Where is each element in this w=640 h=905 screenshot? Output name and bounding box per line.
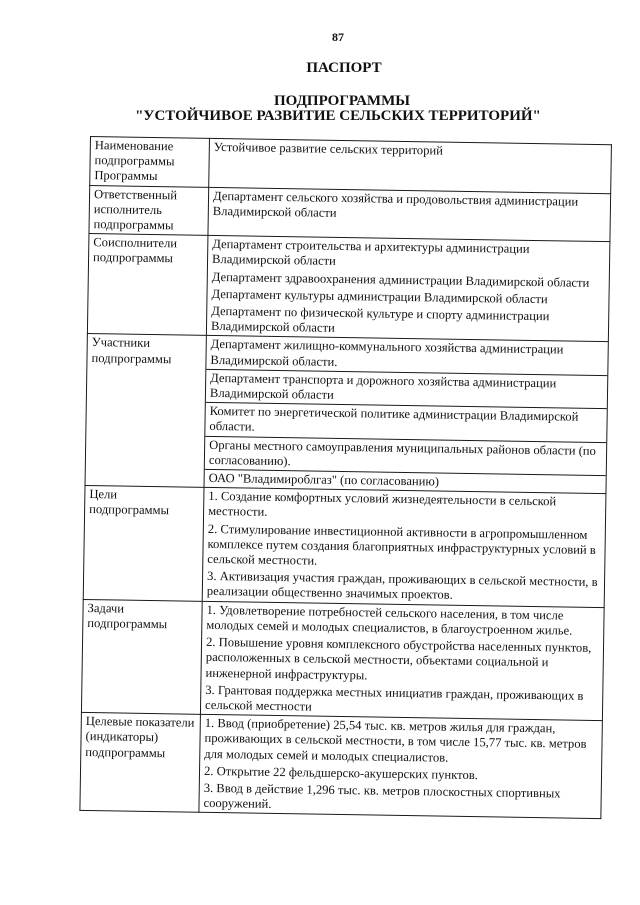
value-item: 1. Удовлетворение потребностей сельского населения, в том числе молодых семей и молодых специалистов, в благоустроенном жилье. [206, 602, 573, 638]
value-item: Департамент строительства и архитектуры администрации Владимирской области [211, 237, 530, 269]
page-number: 87 [332, 30, 344, 44]
value-item: Комитет по энергетической политике администрации Владимирской области. [205, 403, 606, 443]
passport-table [79, 136, 612, 819]
row-label: Целевые показатели (индикаторы) подпрограммы [80, 713, 201, 813]
row-value [208, 187, 611, 242]
row-label: Цели подпрограммы [83, 486, 204, 601]
table-row [81, 599, 604, 721]
value-item: 3. Грантовая поддержка местных инициатив граждан, проживающих в сельской местности [204, 682, 584, 714]
value-item: Департамент здравоохранения администрации Владимирской области [211, 269, 590, 290]
value-item: 2. Открытие 22 фельдшерско-акушерских пунктов. [203, 763, 479, 782]
table-row [90, 137, 612, 194]
row-label: Соисполнители подпрограммы [87, 234, 208, 336]
value-item: 1. Ввод (приобретение) 25,54 тыс. кв. метров жилья для граждан, проживающих в сельской местности, в том числе 15,77 тыс. кв. метров для молодых семей и молодых специалистов. [204, 715, 587, 765]
table-row [80, 713, 602, 819]
row-value [202, 488, 606, 608]
row-label: Задачи подпрограммы [81, 599, 202, 714]
value-item: 2. Стимулирование инвестиционной активности в агропромышленном комплексе путем создания благоприятных инфраструктурных условий в сельской местности. [207, 521, 596, 568]
value-item: Департамент сельского хозяйства и продовольствия администрации Владимирской области [212, 188, 579, 220]
row-value [199, 714, 602, 819]
value-item: 2. Повышение уровня комплексного обустройства населенных пунктов, расположенных в сельской местности, объектами социальной и инженерной инфраструктуры. [205, 634, 592, 682]
value-item: Органы местного самоуправления муниципальных районов области (по согласованию). [205, 437, 606, 477]
value-item: Департамент жилищно-коммунального хозяйства администрации Владимирской области. [206, 336, 607, 376]
value-item: Департамент культуры администрации Владимирской области [211, 286, 548, 307]
row-value [209, 138, 612, 193]
value-item: Устойчивое развитие сельских территорий [213, 139, 444, 158]
value-item: ОАО "Владимироблгаз" (по согласованию) [208, 470, 440, 489]
value-item: 3. Активизация участия граждан, проживающих в сельской местности, в реализации общественно значимых проектов. [206, 569, 598, 603]
row-label: Наименование подпрограммы Программы [90, 137, 210, 187]
value-item: Департамент транспорта и дорожного хозяйства администрации Владимирской области [206, 370, 607, 410]
document-subtitle: ПОДПРОГРАММЫ [274, 93, 410, 109]
table-row [85, 334, 608, 494]
row-label: Участники подпрограммы [85, 334, 206, 488]
value-item: 3. Ввод в действие 1,296 тыс. кв. метров плоскостных спортивных сооружений. [203, 780, 561, 812]
row-value [200, 601, 604, 721]
value-item: 1. Создание комфортных условий жизнедеятельности в сельской местности. [208, 489, 557, 520]
document-title: ПАСПОРТ [306, 60, 382, 76]
row-value [204, 336, 608, 494]
table-row [87, 234, 610, 342]
subprogram-name-heading: "УСТОЙЧИВОЕ РАЗВИТИЕ СЕЛЬСКИХ ТЕРРИТОРИЙ" [135, 108, 541, 124]
table-row [89, 185, 611, 242]
table-row [83, 486, 606, 608]
row-value [206, 236, 610, 343]
value-item: Департамент по физической культуре и спорту администрации Владимирской области [210, 303, 550, 336]
row-label: Ответственный исполнитель подпрограммы [89, 185, 209, 235]
